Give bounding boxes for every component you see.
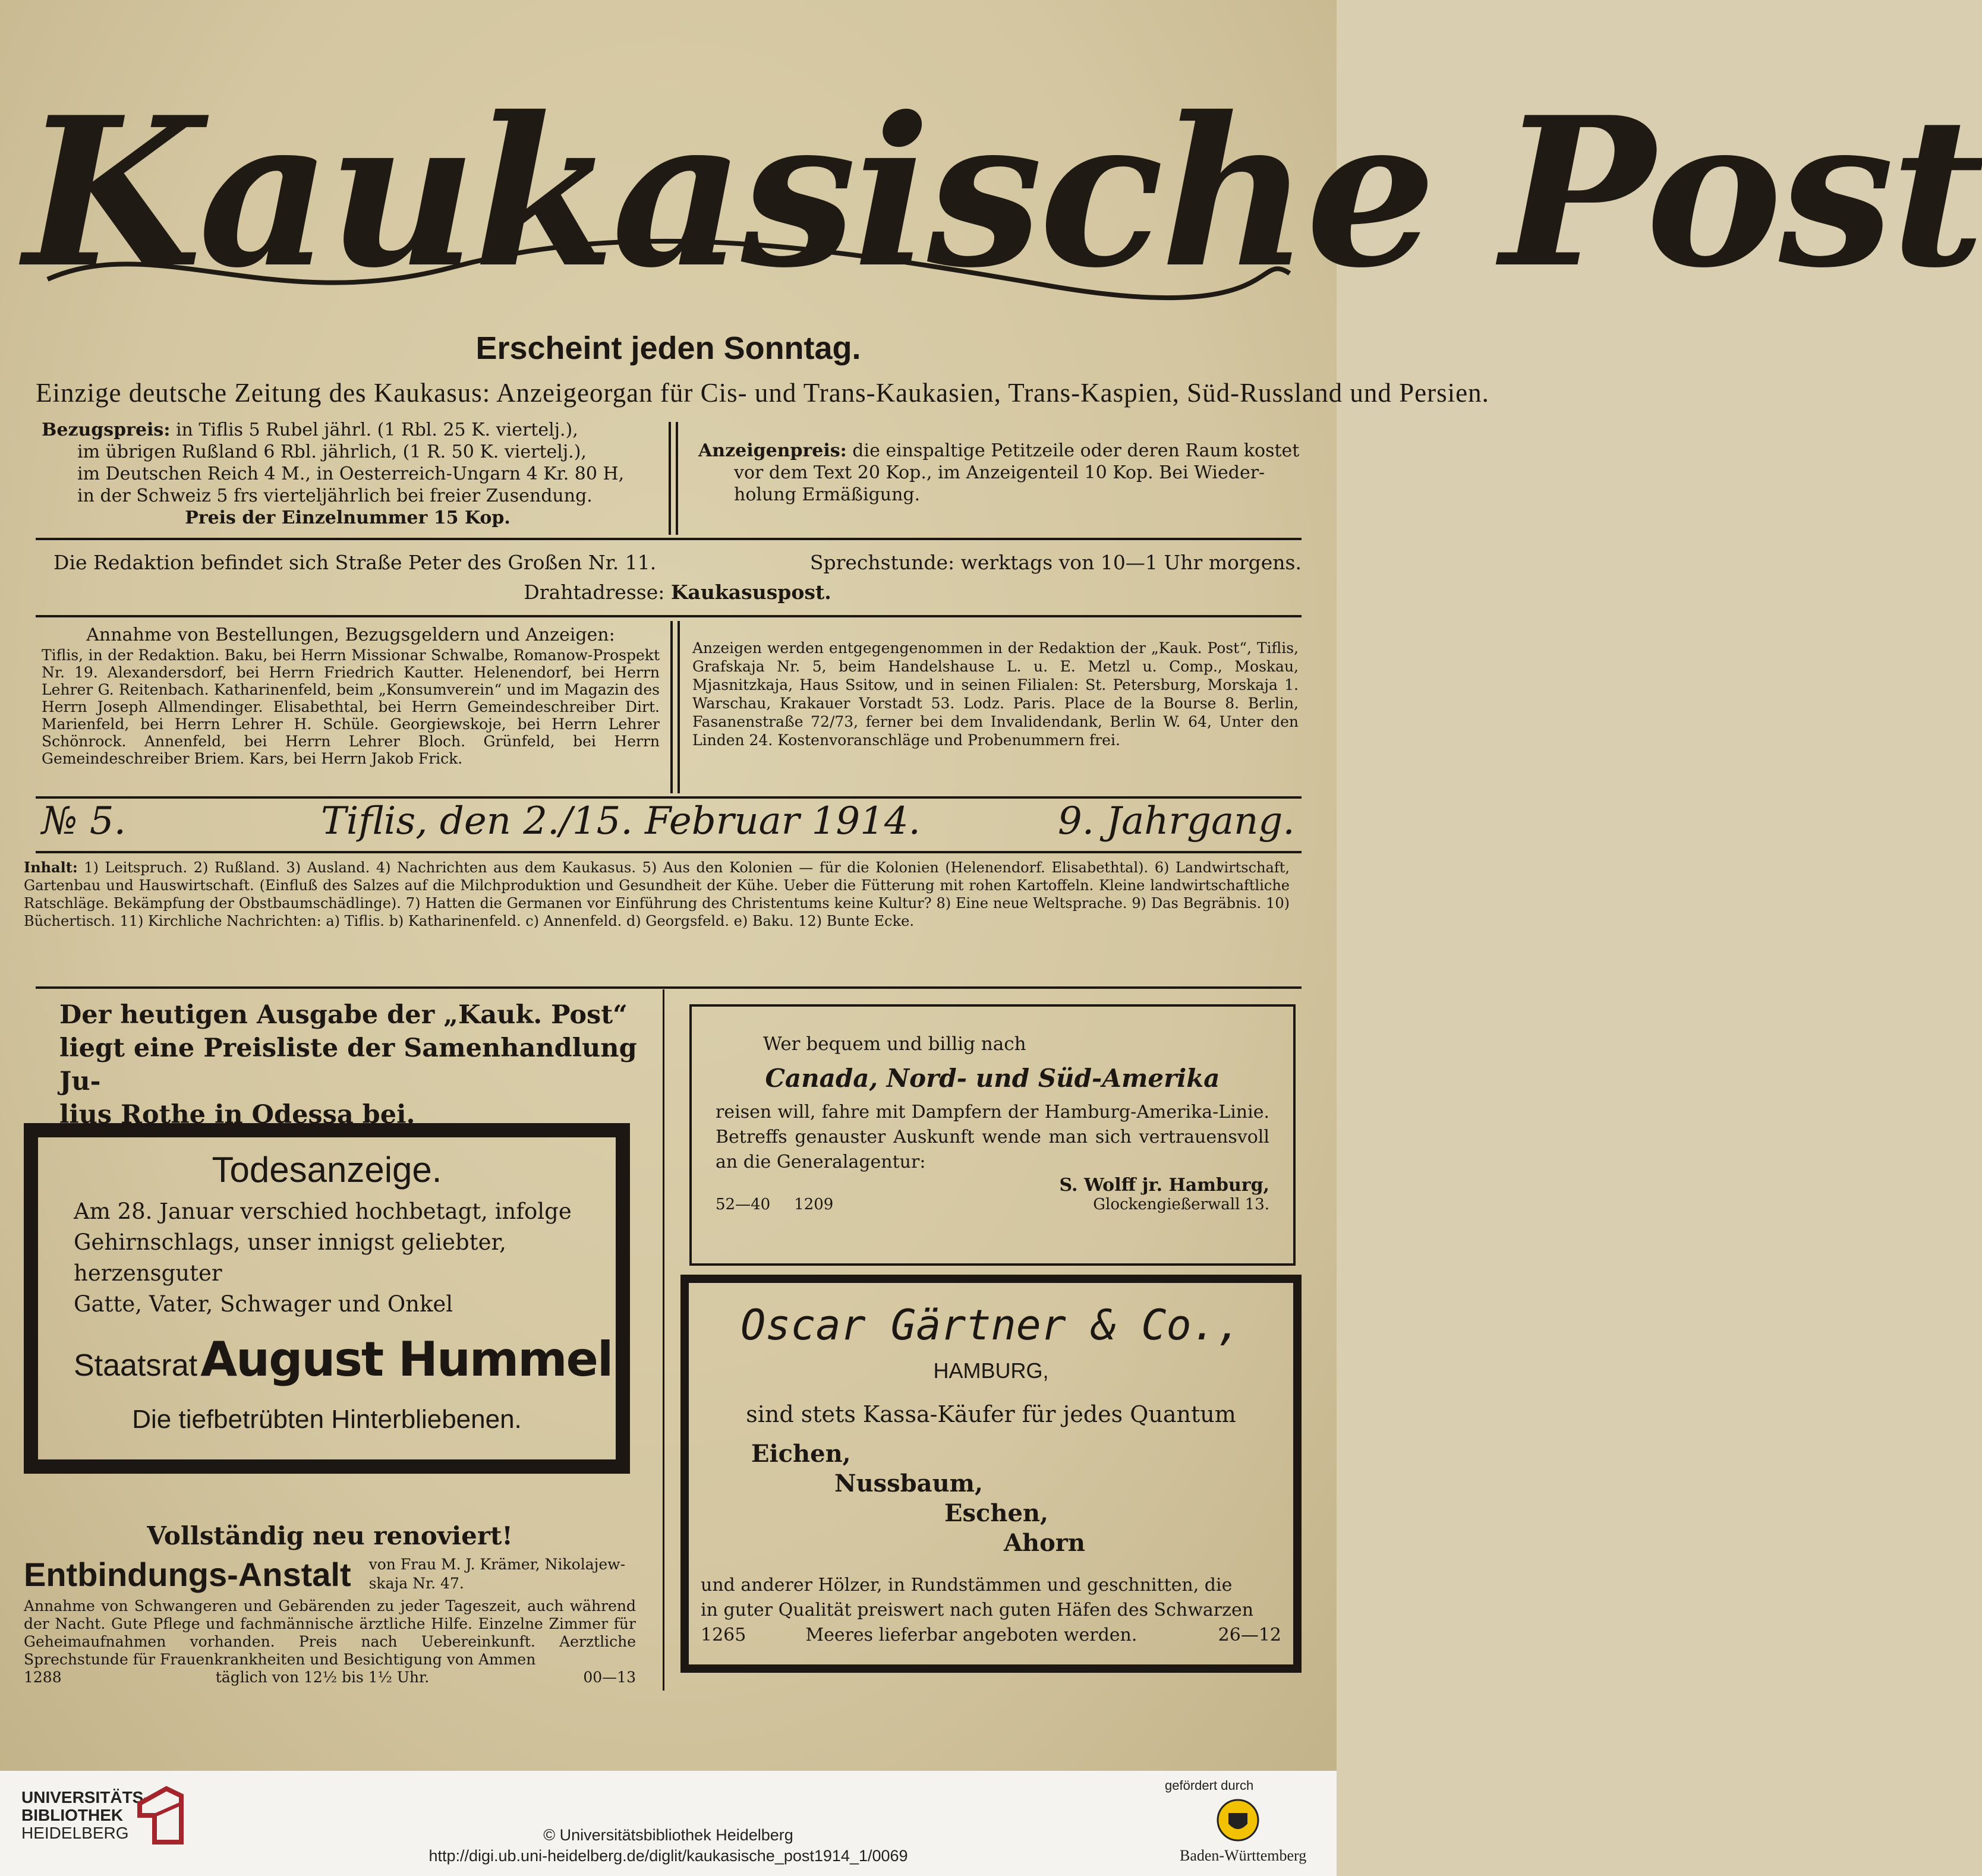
wire-label: Drahtadresse: xyxy=(524,581,665,604)
subscription-label: Bezugspreis: xyxy=(42,420,171,440)
library-line3: HEIDELBERG xyxy=(21,1824,129,1842)
editorial-hours: Sprechstunde: werktags von 10—1 Uhr morgens. xyxy=(809,551,1302,574)
subscription-line4: in der Schweiz 5 frs vierteljährlich bei freier Zusendung. xyxy=(77,485,593,506)
death-notice xyxy=(24,1123,630,1474)
copyright: © Universitätsbibliothek Heidelberg xyxy=(543,1826,793,1844)
travel-agent: S. Wolff jr. Hamburg, xyxy=(1059,1175,1269,1196)
death-notice-line3: Gatte, Vater, Schwager und Onkel xyxy=(74,1291,453,1317)
ad-price-label: Anzeigenpreis: xyxy=(698,440,847,461)
oscar-wood1: Eichen, xyxy=(751,1440,851,1468)
divider xyxy=(36,615,1302,617)
death-notice-line1: Am 28. Januar verschied hochbetagt, infolge xyxy=(74,1199,572,1224)
ads-accepted-body: Anzeigen werden entgegengenommen in der Redaktion der „Kauk. Post“, Tiflis, Grafskaja Nr. 5, beim Handelshause L. u. E. Metzl u. Comp., Moskau, Mjasnitzkaja, Haus Ssitow, und in seinen Filialen: St. Petersburg, Morskaja 1. Warschau, Krakauer Vorstadt 53. Lodz. Paris. Place de la Bourse 8. Berlin, Fasanenstraße 72/73, ferner bei dem Invalidendank, Berlin W. 64, Unter den Linden 24. Kostenvoranschläge und Probenummern frei. xyxy=(692,639,1299,749)
tagline: Einzige deutsche Zeitung des Kaukasus: Anzeigeorgan für Cis- und Trans-Kaukasien, Trans-Kaspien, Süd-Russland und Persien. xyxy=(36,378,1489,408)
oscar-line1: sind stets Kassa-Käufer für jedes Quantum xyxy=(746,1401,1236,1427)
ad-price-line1: die einspaltige Petitzeile oder deren Raum kostet xyxy=(852,440,1300,461)
supplement-notice xyxy=(59,998,642,1131)
digitization-footer xyxy=(0,1771,1337,1876)
death-notice-line2: Gehirnschlags, unser innigst geliebter, herzensguter xyxy=(74,1229,506,1286)
divider xyxy=(36,538,1302,540)
funded-label: gefördert durch xyxy=(1165,1778,1254,1793)
library-line2: BIBLIOTHEK xyxy=(21,1806,124,1824)
oscar-city: HAMBURG, xyxy=(933,1358,1049,1383)
clinic-headline: Vollständig neu renoviert! xyxy=(147,1521,513,1550)
column-rule xyxy=(663,989,664,1691)
death-notice-rank: Staatsrat xyxy=(74,1348,198,1383)
travel-address: Glockengießerwall 13. xyxy=(1093,1196,1269,1213)
oscar-line2: und anderer Hölzer, in Rundstämmen und geschnitten, die xyxy=(701,1575,1233,1596)
clinic-body: Annahme von Schwangeren und Gebärenden zu jeder Tageszeit, auch während der Nacht. Gute Pflege und fachmännische ärztliche Hilfe. Einzelne Zimmer für Geheimaufnahmen vorhanden. Preis nach Uebereinkunft. Aerztliche Sprechstunde für Frauenkrankheiten und Besichtigung von Ammen xyxy=(24,1597,636,1668)
contents-block xyxy=(24,859,1290,930)
subscription-block xyxy=(42,419,654,529)
travel-code: 52—40 xyxy=(716,1196,771,1213)
travel-body: reisen will, fahre mit Dampfern der Hamburg-Amerika-Linie. Betreffs genauster Auskunft wende man sich vertrauensvoll an die Generalagentur: xyxy=(716,1102,1269,1172)
notice-line2: liegt eine Preisliste der Samenhandlung Ju- xyxy=(59,1033,637,1096)
travel-line1: Wer bequem und billig nach xyxy=(763,1033,1026,1055)
library-line1: UNIVERSITÄTS- xyxy=(21,1788,149,1806)
clinic-owner2: skaja Nr. 47. xyxy=(368,1575,464,1592)
clinic-code: 00—13 xyxy=(583,1669,636,1686)
ad-price-block xyxy=(698,440,1304,506)
subtitle: Erscheint jeden Sonntag. xyxy=(475,330,861,366)
acceptance-body: Tiflis, in der Redaktion. Baku, bei Herrn Missionar Schwalbe, Romanow-Prospekt Nr. 19. Alexandersdorf, bei Herrn Friedrich Kautter. Helenendorf, bei Herrn Lehrer G. Reitenbach. Katharinenfeld, beim „Konsumverein“ und im Magazin des Herrn Joseph Allmendinger. Elisabethtal, bei Herrn Gemeindeschreiber Dirt. Marienfeld, bei Herrn Lehrer H. Schüle. Georgiewskoje, bei Herrn Lehrer Schönrock. Annenfeld, bei Herrn Lehrer Bloch. Grünfeld, bei Herrn Gemeindeschreiber Briem. Kars, bei Herrn Jakob Frick. xyxy=(42,647,660,767)
ad-price-line3: holung Ermäßigung. xyxy=(734,484,921,505)
clinic-ad xyxy=(24,1521,636,1686)
divider xyxy=(36,796,1302,799)
issue-year: 9. Jahrgang. xyxy=(1058,799,1295,843)
travel-ad xyxy=(689,1004,1296,1266)
editorial-address: Die Redaktion befindet sich Straße Peter des Großen Nr. 11. xyxy=(53,551,657,574)
oscar-wood2: Nussbaum, xyxy=(834,1470,983,1497)
oscar-gaertner-ad xyxy=(680,1275,1302,1673)
divider xyxy=(36,851,1302,853)
clinic-number: 1288 xyxy=(24,1669,62,1686)
column-rule xyxy=(669,422,671,535)
ad-price-line2: vor dem Text 20 Kop., im Anzeigenteil 10 Kop. Bei Wieder- xyxy=(734,462,1265,483)
wire-address: Kaukasuspost. xyxy=(670,581,831,604)
subscription-line2: im übrigen Rußland 6 Rbl. jährlich, (1 R. 50 K. viertelj.), xyxy=(77,442,587,462)
masthead-flourish xyxy=(36,208,1302,327)
notice-line3: lius Rothe in Odessa bei. xyxy=(59,1100,415,1130)
death-notice-name: August Hummel. xyxy=(200,1332,629,1387)
oscar-code: 26—12 xyxy=(1218,1625,1281,1645)
issue-number: № 5. xyxy=(42,799,126,843)
travel-number: 1209 xyxy=(794,1196,834,1213)
acceptance-heading: Annahme von Bestellungen, Bezugsgeldern und Anzeigen: xyxy=(86,625,615,645)
editorial-block xyxy=(53,550,1302,606)
acceptance-block xyxy=(42,624,660,767)
oscar-line3: in guter Qualität preiswert nach guten Häfen des Schwarzen xyxy=(701,1600,1254,1620)
clinic-name: Entbindungs-Anstalt xyxy=(24,1556,351,1593)
travel-destination: Canada, Nord- und Süd-Amerika xyxy=(765,1064,1220,1093)
subscription-line3: im Deutschen Reich 4 M., in Oesterreich-Ungarn 4 Kr. 80 H, xyxy=(77,464,625,484)
column-rule xyxy=(670,621,673,793)
subscription-line1: in Tiflis 5 Rubel jährl. (1 Rbl. 25 K. viertelj.), xyxy=(175,420,578,440)
clinic-hours: täglich von 12½ bis 1½ Uhr. xyxy=(215,1669,430,1686)
source-url[interactable]: http://digi.ub.uni-heidelberg.de/diglit/kaukasische_post1914_1/0069 xyxy=(428,1847,908,1865)
oscar-wood4: Ahorn xyxy=(1004,1529,1085,1557)
oscar-line4: Meeres lieferbar angeboten werden. xyxy=(805,1625,1137,1645)
death-notice-closing: Die tiefbetrübten Hinterbliebenen. xyxy=(132,1405,522,1434)
clinic-owner1: von Frau M. J. Krämer, Nikolajew- xyxy=(368,1556,626,1573)
ads-accepted-block xyxy=(692,639,1299,749)
column-rule xyxy=(678,621,680,793)
state-name: Baden-Württemberg xyxy=(1180,1847,1307,1864)
death-notice-title: Todesanzeige. xyxy=(212,1150,442,1190)
oscar-wood3: Eschen, xyxy=(944,1499,1048,1527)
oscar-number: 1265 xyxy=(701,1625,746,1645)
contents-text: 1) Leitspruch. 2) Rußland. 3) Ausland. 4) Nachrichten aus dem Kaukasus. 5) Aus den Kolonien — für die Kolonien (Helenendorf. Elisabethtal). 6) Landwirtschaft, Gartenbau und Hauswirtschaft. (Einfluß des Salzes auf die Milchproduktion und Gesundheit der Kühe. Ueber die Fütterung mit rohen Kartoffeln. Kleine landwirtschaftliche Ratschläge. Bekämpfung der Obstbaumschädlinge). 7) Hatten die Germanen vor Einführung des Christentums keine Kultur? 8) Eine neue Weltsprache. 9) Das Begräbnis. 10) Büchertisch. 11) Kirchliche Nachrichten: a) Tiflis. b) Katharinenfeld. c) Annenfeld. d) Georgsfeld. e) Baku. 12) Bunte Ecke. xyxy=(24,859,1290,929)
divider xyxy=(36,986,1302,989)
state-crest-icon xyxy=(1215,1798,1261,1843)
issue-date: Tiflis, den 2./15. Februar 1914. xyxy=(321,799,921,843)
contents-label: Inhalt: xyxy=(24,859,78,876)
oscar-company: Oscar Gärtner & Co., xyxy=(741,1301,1241,1350)
masthead-title: Kaukasische Post xyxy=(24,72,1982,313)
notice-line1: Der heutigen Ausgabe der „Kauk. Post“ xyxy=(59,1000,628,1030)
column-rule xyxy=(676,422,678,535)
subscription-line5: Preis der Einzelnummer 15 Kop. xyxy=(185,507,511,528)
